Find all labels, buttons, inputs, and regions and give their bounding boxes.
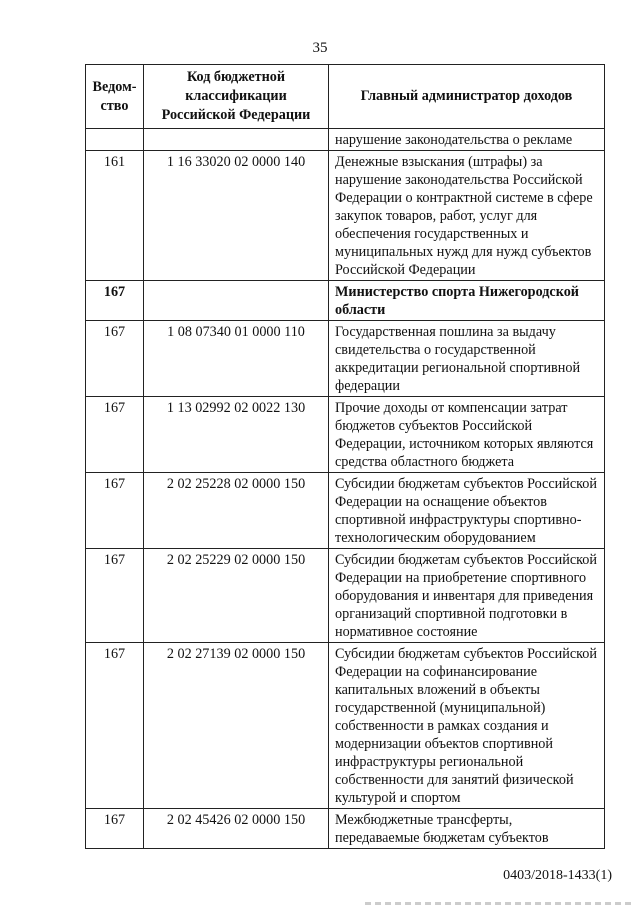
- cell-code: 2 02 25229 02 0000 150: [144, 549, 329, 643]
- cell-name: Субсидии бюджетам субъектов Российской Федерации на приобретение спортивного оборудования и инвентаря для приведения организаций спортивной подготовки в нормативное состояние: [329, 549, 605, 643]
- cell-name: Министерство спорта Нижегородской области: [329, 281, 605, 321]
- cell-name: Субсидии бюджетам субъектов Российской Федерации на софинансирование капитальных вложений в объекты государственной (муниципальной) собственности в рамках создания и модернизации объектов спортивной инфраструктуры региональной собственности для занятий физической культурой и спортом: [329, 643, 605, 809]
- table-row: [86, 397, 605, 473]
- table-row-ministry: [86, 281, 605, 321]
- table-header-row: [86, 65, 605, 129]
- cell-dept: 167: [86, 281, 144, 321]
- cell-dept: [86, 129, 144, 151]
- cell-name: Денежные взыскания (штрафы) за нарушение законодательства Российской Федерации о контрактной системе в сфере закупок товаров, работ, услуг для обеспечения государственных и муниципальных нужд для нужд субъектов Российской Федерации: [329, 151, 605, 281]
- cell-code: [144, 129, 329, 151]
- cell-code: 1 16 33020 02 0000 140: [144, 151, 329, 281]
- cell-dept: 167: [86, 321, 144, 397]
- cell-code: 1 08 07340 01 0000 110: [144, 321, 329, 397]
- table-row: [86, 151, 605, 281]
- cell-name: Прочие доходы от компенсации затрат бюджетов субъектов Российской Федерации, источником которых являются средства областного бюджета: [329, 397, 605, 473]
- table-row: [86, 129, 605, 151]
- cell-code: 2 02 25228 02 0000 150: [144, 473, 329, 549]
- header-code: Код бюджетной классификации Российской Федерации: [144, 65, 329, 129]
- cell-dept: 167: [86, 473, 144, 549]
- table-row: [86, 321, 605, 397]
- cell-code: [144, 281, 329, 321]
- document-code: 0403/2018-1433(1): [503, 868, 612, 883]
- cell-name: Субсидии бюджетам субъектов Российской Федерации на оснащение объектов спортивной инфраструктуры спортивно-технологическим оборудованием: [329, 473, 605, 549]
- cell-dept: 167: [86, 549, 144, 643]
- cell-code: 2 02 45426 02 0000 150: [144, 809, 329, 849]
- cell-name: нарушение законодательства о рекламе: [329, 129, 605, 151]
- table-row: [86, 809, 605, 849]
- table-row: [86, 549, 605, 643]
- cell-dept: 167: [86, 809, 144, 849]
- cell-code: 1 13 02992 02 0022 130: [144, 397, 329, 473]
- cell-name: Межбюджетные трансферты, передаваемые бюджетам субъектов: [329, 809, 605, 849]
- cell-dept: 161: [86, 151, 144, 281]
- cell-dept: 167: [86, 397, 144, 473]
- cell-code: 2 02 27139 02 0000 150: [144, 643, 329, 809]
- table-row: [86, 643, 605, 809]
- table-row: [86, 473, 605, 549]
- header-admin: Главный администратор доходов: [329, 65, 605, 129]
- cell-name: Государственная пошлина за выдачу свидетельства о государственной аккредитации региональной спортивной федерации: [329, 321, 605, 397]
- header-dept: Ведом- ство: [86, 65, 144, 129]
- cell-dept: 167: [86, 643, 144, 809]
- page-number: 35: [312, 40, 328, 56]
- revenue-admin-table: [85, 64, 605, 849]
